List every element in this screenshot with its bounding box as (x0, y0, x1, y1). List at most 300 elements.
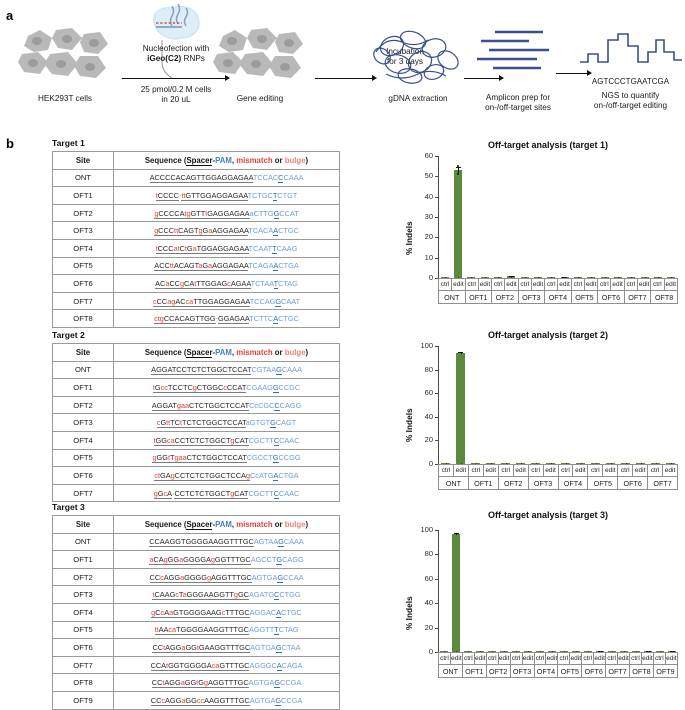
workflow-step-label-line2: on-/off-target editing (578, 101, 683, 111)
x-condition-cell: edit (453, 465, 468, 477)
y-tick-mark (435, 156, 438, 157)
x-condition-cell: edit (522, 653, 534, 665)
site-cell: ONT (53, 169, 114, 187)
x-condition-cell: edit (450, 653, 462, 665)
y-tick-label: 40 (411, 192, 433, 201)
x-condition-cell: ctrl (545, 279, 558, 291)
y-tick-mark (435, 393, 438, 394)
x-axis-category-table (438, 278, 678, 304)
site-cell: OFT1 (53, 379, 114, 397)
y-axis (438, 530, 439, 652)
arrow1-line1: Nucleofection with (116, 44, 236, 54)
x-group-row (439, 665, 678, 678)
site-cell: OFT3 (53, 414, 114, 432)
table-header-row (53, 516, 340, 534)
x-group-row (439, 477, 678, 490)
x-condition-cell: ctrl (624, 279, 637, 291)
sequence-cell: tGGcaCCTCTCTGGCTgCATCGCTTCCAAC (114, 431, 340, 449)
x-condition-cell: edit (474, 653, 486, 665)
bar (452, 534, 459, 652)
site-cell: ONT (53, 533, 114, 551)
x-group-cell: OFT2 (486, 665, 510, 678)
chromatogram-icon (578, 30, 683, 72)
chart1-ylabel: % Indels (404, 221, 414, 255)
site-cell: OFT8 (53, 674, 114, 692)
y-tick-mark (435, 440, 438, 441)
x-condition-cell: ctrl (528, 465, 543, 477)
y-axis (438, 346, 439, 464)
x-condition-cell: ctrl (618, 465, 633, 477)
y-tick-mark (435, 217, 438, 218)
x-group-cell: OFT3 (510, 665, 534, 678)
site-cell: OFT6 (53, 467, 114, 485)
workflow-step-label-line1: NGS to quantify (578, 91, 683, 101)
x-condition-cell: ctrl (571, 279, 584, 291)
workflow-step-label-line2: on-/off-target sites (463, 103, 573, 113)
chart1-plot (438, 156, 678, 278)
x-condition-cell: edit (478, 279, 491, 291)
target2-title: Target 2 (52, 330, 340, 340)
workflow-step-label: gDNA extraction (368, 94, 468, 104)
sequence-cell: tCCCatCtGaTGGAGGAGAATCAATTCAAG (114, 239, 340, 257)
table-header-row (53, 344, 340, 362)
x-condition-cell: edit (558, 279, 571, 291)
header-seq-spacer: Spacer (186, 156, 212, 166)
y-tick-mark (435, 197, 438, 198)
header-seq-comma: , (232, 520, 236, 529)
x-condition-cell: edit (665, 653, 677, 665)
x-condition-cell: ctrl (651, 279, 664, 291)
y-tick-label: 50 (411, 171, 433, 180)
site-cell: OFT2 (53, 396, 114, 414)
chart3-title: Off-target analysis (target 3) (418, 510, 678, 520)
sequence-cell: ttAAcaTGGGGAAGGTTTGCAGGTTTCTAG (114, 621, 340, 639)
header-seq-comma: , (232, 156, 236, 165)
header-seq-mismatch: mismatch (236, 348, 272, 357)
header-seq-or: or (273, 520, 285, 529)
x-condition-cell: ctrl (588, 465, 603, 477)
y-tick-mark (435, 346, 438, 347)
error-bar-cap (456, 167, 461, 168)
header-sequence (114, 516, 340, 534)
site-cell: OFT4 (53, 431, 114, 449)
sequence-cell: gGGtTgaaCTCTGGCTCCATCGCCTGCCGG (114, 449, 340, 467)
table-header-row (53, 152, 340, 170)
workflow-step-gene-editing (205, 26, 315, 104)
workflow-step-label: Gene editing (205, 94, 315, 104)
site-cell: OFT7 (53, 292, 114, 310)
x-group-cell: OFT4 (558, 477, 588, 490)
sequence-cell: ctGAgCCTCTCTGGCTCCAgCcATGACTGA (114, 467, 340, 485)
site-cell: OFT5 (53, 621, 114, 639)
y-tick-label: 40 (411, 598, 433, 607)
workflow-step-ngs (578, 30, 683, 112)
panel-b-letter: b (6, 136, 14, 151)
table-row (53, 396, 340, 414)
x-group-cell: OFT8 (651, 291, 678, 304)
x-condition-cell: ctrl (439, 279, 452, 291)
site-cell: OFT6 (53, 639, 114, 657)
chart-target3 (398, 508, 683, 683)
x-condition-cell: edit (543, 465, 558, 477)
x-condition-cell: ctrl (598, 279, 611, 291)
sequence-cell: cCCagACcaTTGGAGGAGAATCCAGGCAAT (114, 292, 340, 310)
x-group-cell: OFT7 (606, 665, 630, 678)
y-tick-mark (435, 370, 438, 371)
header-site: Site (53, 344, 114, 362)
x-group-cell: ONT (439, 291, 466, 304)
chart3-plot (438, 530, 678, 652)
bar (456, 353, 465, 464)
sequence-cell: ctgCCACAGTTGG-GGAGAATCTTCACTGC (114, 310, 340, 328)
table-row (53, 379, 340, 397)
table-row (53, 222, 340, 240)
x-condition-cell: edit (663, 465, 678, 477)
site-cell: OFT2 (53, 204, 114, 222)
x-group-cell: OFT4 (534, 665, 558, 678)
y-tick-label: 0 (411, 273, 433, 282)
x-condition-cell: ctrl (534, 653, 546, 665)
x-group-cell: ONT (439, 477, 469, 490)
x-condition-row (439, 653, 678, 665)
x-group-cell: OFT8 (630, 665, 654, 678)
x-condition-cell: ctrl (630, 653, 642, 665)
x-condition-cell: edit (584, 279, 597, 291)
y-tick-mark (435, 176, 438, 177)
x-group-cell: OFT6 (618, 477, 648, 490)
y-tick-label: 0 (411, 459, 433, 468)
table-row (53, 603, 340, 621)
cell-cluster-icon (10, 26, 120, 88)
x-condition-cell: edit (505, 279, 518, 291)
x-condition-cell: edit (633, 465, 648, 477)
chart-target2 (398, 330, 683, 495)
workflow-step-label: HEK293T cells (10, 94, 120, 104)
x-condition-cell: ctrl (465, 279, 478, 291)
x-axis-category-table (438, 652, 678, 678)
header-seq-or: or (273, 156, 285, 165)
arrow1-rnps: RNPs (181, 54, 205, 63)
x-group-cell: OFT3 (518, 291, 545, 304)
x-condition-cell: ctrl (606, 653, 618, 665)
target2-tbody (53, 361, 340, 502)
x-group-cell: ONT (439, 665, 463, 678)
x-condition-cell: edit (594, 653, 606, 665)
x-group-cell: OFT2 (498, 477, 528, 490)
x-condition-cell: ctrl (492, 279, 505, 291)
sequence-cell: CCcAGGaGGccAAGGTTTGCAGTGAGCCGA (114, 691, 340, 709)
header-seq-mismatch: mismatch (236, 520, 272, 529)
table-row (53, 551, 340, 569)
y-tick-mark (435, 237, 438, 238)
y-tick-label: 80 (411, 365, 433, 374)
y-tick-label: 100 (411, 525, 433, 534)
sequence-cell: tCCCC-ttGTTGGAGGAGAATCTGCTCTGT (114, 187, 340, 205)
site-cell: OFT1 (53, 187, 114, 205)
table-row (53, 361, 340, 379)
x-condition-cell: ctrl (468, 465, 483, 477)
table-row (53, 187, 340, 205)
sequence-cell: aCAgGGaGGGGAgGGTTTGCAGCCTGCAGG (114, 551, 340, 569)
header-seq-pam: PAM (215, 348, 232, 357)
arrow1-dose-line2: in 20 uL (116, 95, 236, 105)
y-axis (438, 156, 439, 278)
x-group-cell: OFT6 (598, 291, 625, 304)
x-group-row (439, 291, 678, 304)
header-seq-suffix: ) (306, 348, 309, 357)
x-group-cell: OFT9 (653, 665, 677, 678)
table-row (53, 431, 340, 449)
table-row (53, 414, 340, 432)
chart-target1 (398, 140, 683, 310)
target2-table (52, 343, 340, 502)
workflow-step-amplicon (463, 26, 573, 114)
workflow-step-label-line1: Amplicon prep for (463, 93, 573, 103)
table-row (53, 484, 340, 502)
x-condition-cell: edit (611, 279, 624, 291)
sequence-cell: AGGATCCTCTCTGGCTCCATCGTAAGCAAA (114, 361, 340, 379)
table-row (53, 533, 340, 551)
header-seq-suffix: ) (306, 520, 309, 529)
table-row (53, 656, 340, 674)
x-condition-cell: ctrl (498, 465, 513, 477)
y-tick-mark (435, 258, 438, 259)
header-seq-dash: - (212, 156, 215, 165)
x-group-cell: OFT2 (492, 291, 519, 304)
sequence-cell: CCAtGGTGGGGAcaGTTTGCAGGGCACAGA (114, 656, 340, 674)
target1-title: Target 1 (52, 138, 340, 148)
site-cell: OFT5 (53, 257, 114, 275)
x-condition-cell: edit (546, 653, 558, 665)
table-row (53, 568, 340, 586)
table-row (53, 275, 340, 293)
sequence-cell: CCcAGGaGGGGgAGGTTTGCAGTGAGCCAA (114, 568, 340, 586)
x-condition-cell: edit (618, 653, 630, 665)
table-row (53, 674, 340, 692)
workflow-step-hek293t (10, 26, 120, 104)
header-site: Site (53, 516, 114, 534)
x-axis-category-table (438, 464, 678, 490)
x-condition-cell: edit (573, 465, 588, 477)
error-bar-cap (454, 533, 459, 534)
site-cell: OFT7 (53, 484, 114, 502)
x-condition-cell: ctrl (462, 653, 474, 665)
y-tick-label: 60 (411, 574, 433, 583)
sequence-cell: ACaCCgCAtTTGGAGcAGAATCTAATCTAG (114, 275, 340, 293)
target3-title: Target 3 (52, 502, 340, 512)
sequence-cell: gCCCCAtgGTTtGAGGAGAAaCTTGGCCAT (114, 204, 340, 222)
sequence-cell: ACCCCACAGTTGGAGGAGAATCCACCCAAA (114, 169, 340, 187)
y-tick-mark (435, 579, 438, 580)
site-cell: ONT (53, 361, 114, 379)
sequence-cell: ACCttACAGTaGaAGGAGAATCAGAACTGA (114, 257, 340, 275)
chart2-ylabel: % Indels (404, 408, 414, 442)
x-condition-cell: edit (498, 653, 510, 665)
table-row (53, 310, 340, 328)
x-condition-cell: edit (452, 279, 465, 291)
sequence-cell: CCtAGGaGGtGgAGGTTTGCAGTGAGCCGA (114, 674, 340, 692)
target1-table (52, 151, 340, 328)
x-group-cell: OFT7 (624, 291, 651, 304)
x-group-cell: OFT1 (462, 665, 486, 678)
header-seq-bulge: bulge (285, 520, 306, 529)
x-group-cell: OFT4 (545, 291, 572, 304)
header-seq-dash: - (212, 348, 215, 357)
sequence-cell: cGttTCtTCTCTGGCTCCATaGTGTGCAGT (114, 414, 340, 432)
y-tick-mark (435, 530, 438, 531)
site-cell: OFT2 (53, 568, 114, 586)
sequence-cell: gCCCttCAGTgGaAGGAGAATCACAACTGC (114, 222, 340, 240)
table-row (53, 621, 340, 639)
target1-tbody (53, 169, 340, 327)
x-condition-cell: edit (641, 653, 653, 665)
sequence-cell: gCcAaGTGGGGAAGcTTTGCAGGACACTGC (114, 603, 340, 621)
y-tick-mark (435, 417, 438, 418)
y-tick-label: 100 (411, 341, 433, 350)
table-row (53, 449, 340, 467)
x-group-cell: OFT5 (558, 665, 582, 678)
target3-tbody (53, 533, 340, 709)
bar (454, 170, 462, 278)
x-group-cell: OFT1 (465, 291, 492, 304)
header-seq-pam: PAM (215, 156, 232, 165)
table-row (53, 239, 340, 257)
sequence-cell: CCtAGGaGGtGAAGGTTTGCAGTGAGCTAA (114, 639, 340, 657)
panel-b-content (0, 130, 685, 692)
table-row (53, 639, 340, 657)
table-row (53, 204, 340, 222)
sequence-cell: gGcA-CCTCTCTGGCTgCATCGCTTCCAAC (114, 484, 340, 502)
x-condition-cell: edit (483, 465, 498, 477)
site-cell: OFT3 (53, 222, 114, 240)
header-seq-suffix: ) (306, 156, 309, 165)
sequence-cell: AGGATgaaCTCTGGCTCCATCcCGCCCAGG (114, 396, 340, 414)
chart3-ylabel: % Indels (404, 596, 414, 630)
y-tick-label: 20 (411, 435, 433, 444)
site-cell: OFT3 (53, 586, 114, 604)
site-cell: OFT4 (53, 603, 114, 621)
y-tick-label: 60 (411, 151, 433, 160)
header-seq-spacer: Spacer (186, 520, 212, 530)
header-seq-mismatch: mismatch (236, 156, 272, 165)
dna-tangle-icon (368, 26, 468, 88)
target3-table (52, 515, 340, 710)
target2-block (52, 330, 340, 502)
x-condition-cell: edit (664, 279, 677, 291)
target1-block (52, 138, 340, 328)
sequence-cell: CCAAGGTGGGGAAGGTTTGCAGTAAGCAAA (114, 533, 340, 551)
table-row (53, 467, 340, 485)
ngs-sequence-readout: AGTCCCTGAATCGA (578, 77, 683, 87)
x-condition-cell: edit (570, 653, 582, 665)
x-condition-cell: ctrl (518, 279, 531, 291)
x-group-cell: OFT6 (582, 665, 606, 678)
site-cell: OFT4 (53, 239, 114, 257)
site-cell: OFT7 (53, 656, 114, 674)
site-cell: OFT6 (53, 275, 114, 293)
x-condition-cell: ctrl (582, 653, 594, 665)
x-group-cell: OFT5 (571, 291, 598, 304)
arrow1-igeo: iGeo(C2) (147, 54, 181, 63)
x-condition-cell: edit (603, 465, 618, 477)
site-cell: OFT9 (53, 691, 114, 709)
y-tick-label: 30 (411, 212, 433, 221)
x-group-cell: OFT3 (528, 477, 558, 490)
target3-block (52, 502, 340, 710)
header-seq-comma: , (232, 348, 236, 357)
y-tick-label: 40 (411, 412, 433, 421)
y-tick-label: 10 (411, 253, 433, 262)
header-site: Site (53, 152, 114, 170)
y-tick-label: 80 (411, 549, 433, 558)
x-condition-cell: edit (637, 279, 650, 291)
header-seq-pam: PAM (215, 520, 232, 529)
header-sequence (114, 152, 340, 170)
table-row (53, 169, 340, 187)
header-seq-prefix: Sequence ( (145, 520, 187, 529)
table-row (53, 691, 340, 709)
x-condition-cell: ctrl (439, 465, 454, 477)
table-row (53, 586, 340, 604)
workflow-schematic (0, 0, 685, 130)
y-tick-mark (435, 554, 438, 555)
site-cell: OFT5 (53, 449, 114, 467)
header-seq-dash: - (212, 520, 215, 529)
data-point (457, 173, 459, 175)
x-group-cell: OFT1 (468, 477, 498, 490)
arrow1-dose-line1: 25 pmol/0.2 M cells (116, 85, 236, 95)
arrow2-line1: Incubation (345, 47, 465, 57)
y-tick-label: 20 (411, 232, 433, 241)
x-condition-cell: edit (531, 279, 544, 291)
x-condition-cell: ctrl (558, 653, 570, 665)
workflow-step-gdna (368, 26, 468, 104)
cell-cluster-icon (205, 26, 315, 88)
x-condition-cell: ctrl (486, 653, 498, 665)
y-tick-label: 0 (411, 647, 433, 656)
table-row (53, 292, 340, 310)
header-seq-or: or (273, 348, 285, 357)
x-condition-row (439, 465, 678, 477)
chart2-title: Off-target analysis (target 2) (418, 330, 678, 340)
sequence-cell: tGccTCCTCgCTGGCcCCATCGAAGGCCGC (114, 379, 340, 397)
header-seq-bulge: bulge (285, 156, 306, 165)
sequence-cell: tCAAGcTaGGGAAGGTTgGCAGATGCCTGG (114, 586, 340, 604)
y-tick-label: 20 (411, 623, 433, 632)
x-condition-cell: ctrl (653, 653, 665, 665)
chart1-title: Off-target analysis (target 1) (418, 140, 678, 150)
x-condition-cell: ctrl (558, 465, 573, 477)
header-seq-prefix: Sequence ( (145, 156, 187, 165)
x-condition-cell: edit (513, 465, 528, 477)
panel-a-letter: a (6, 8, 13, 23)
y-tick-mark (435, 628, 438, 629)
x-group-cell: OFT5 (588, 477, 618, 490)
header-seq-spacer: Spacer (186, 348, 212, 358)
y-tick-label: 60 (411, 388, 433, 397)
arrow2-line2: for 3 days (345, 57, 465, 67)
header-sequence (114, 344, 340, 362)
x-condition-row (439, 279, 678, 291)
error-bar-cap (458, 352, 463, 353)
site-cell: OFT8 (53, 310, 114, 328)
y-tick-mark (435, 603, 438, 604)
site-cell: OFT1 (53, 551, 114, 569)
x-group-cell: OFT7 (648, 477, 678, 490)
x-condition-cell: ctrl (439, 653, 451, 665)
x-condition-cell: ctrl (510, 653, 522, 665)
x-condition-cell: ctrl (648, 465, 663, 477)
